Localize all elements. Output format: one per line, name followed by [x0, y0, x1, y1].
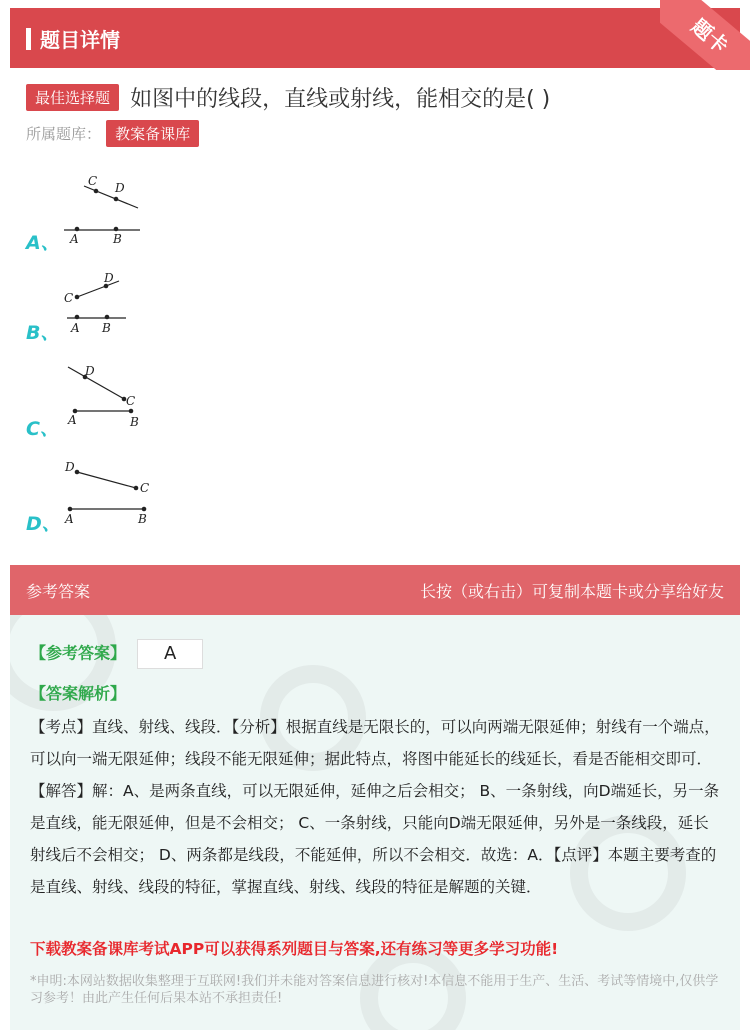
option-d-figure — [60, 455, 160, 530]
option-a-letter[interactable]: A、 — [26, 232, 60, 254]
question-text: 如图中的线段，直线或射线，能相交的是( ) — [130, 87, 551, 112]
option-a-figure — [60, 170, 160, 250]
point-label: D — [104, 271, 114, 285]
point-label: A — [68, 413, 77, 427]
option-b-letter[interactable]: B、 — [26, 322, 60, 344]
share-hint: 长按（或右击）可复制本题卡或分享给好友 — [419, 582, 724, 601]
answer-explanation: 【考点】直线、射线、线段．【分析】根据直线是无限长的，可以向两端无限延伸；射线有一个端点，可以向一端无限延伸；线段不能无限延伸；据此特点，将图中能延长的线延长，看是否能相交即可．【解答】解：A、是两条直线，可以无限延伸，延伸之后会相交； B、一条射线，向D端延长，另一条是直线，能无限延伸，但是不会相交； C、一条射线，只能向D端无限延伸，另外是一条线段，延长射线后不会相交； D、两条都是线段，不能延伸，所以不会相交．故选：A．【点评】本题主要考查的是直线、射线、线段的特征，掌握直线、射线、线段的特征是解题的关键． — [30, 718, 720, 896]
answer-body — [10, 615, 740, 1030]
point-label: B — [130, 415, 139, 429]
point-label: A — [65, 512, 74, 526]
question-type-badge: 最佳选择题 — [26, 84, 119, 111]
option-c-letter[interactable]: C、 — [26, 418, 59, 440]
reference-answer-label: 【参考答案】 — [30, 643, 127, 663]
option-c-figure — [60, 360, 160, 435]
point-label: D — [115, 181, 125, 195]
library-badge[interactable]: 教案备课库 — [106, 120, 199, 147]
reference-answer-row — [30, 639, 203, 669]
app-promo-link[interactable]: 下载教案备课库考试APP可以获得系列题目与答案,还有练习等更多学习功能! — [30, 940, 559, 958]
point-label: A — [71, 321, 80, 335]
corner-ribbon — [660, 0, 750, 70]
point-label: C — [88, 174, 98, 188]
point-label: B — [102, 321, 111, 335]
header-bar — [10, 8, 740, 68]
point-label: A — [70, 232, 79, 246]
library-label: 所属题库： — [26, 125, 102, 143]
disclaimer-notice: *申明:本网站数据收集整理于互联网!我们并未能对答案信息进行核对!本信息不能用于生产、生活、考试等情境中,仅供学习参考！由此产生任何后果本站不承担责任! — [30, 974, 719, 1006]
point-label: C — [64, 291, 74, 305]
point-label: D — [65, 460, 75, 474]
analysis-label: 【答案解析】 — [30, 684, 127, 703]
reference-answer-value: A — [137, 639, 203, 669]
option-b-figure — [60, 265, 160, 340]
option-d-letter[interactable]: D、 — [26, 513, 61, 535]
point-label: D — [85, 364, 95, 378]
question-row — [26, 82, 726, 112]
answer-section-title: 参考答案 — [26, 582, 91, 601]
answer-header — [10, 565, 740, 615]
title-accent-bar — [26, 28, 31, 50]
question-card — [10, 0, 740, 1030]
page-title: 题目详情 — [40, 28, 120, 52]
point-label: C — [126, 394, 136, 408]
point-label: C — [140, 481, 150, 495]
library-row — [26, 120, 199, 147]
analysis-row — [30, 681, 126, 704]
corner-ribbon-label: 题卡 — [660, 0, 750, 70]
point-label: B — [138, 512, 147, 526]
point-label: B — [113, 232, 122, 246]
